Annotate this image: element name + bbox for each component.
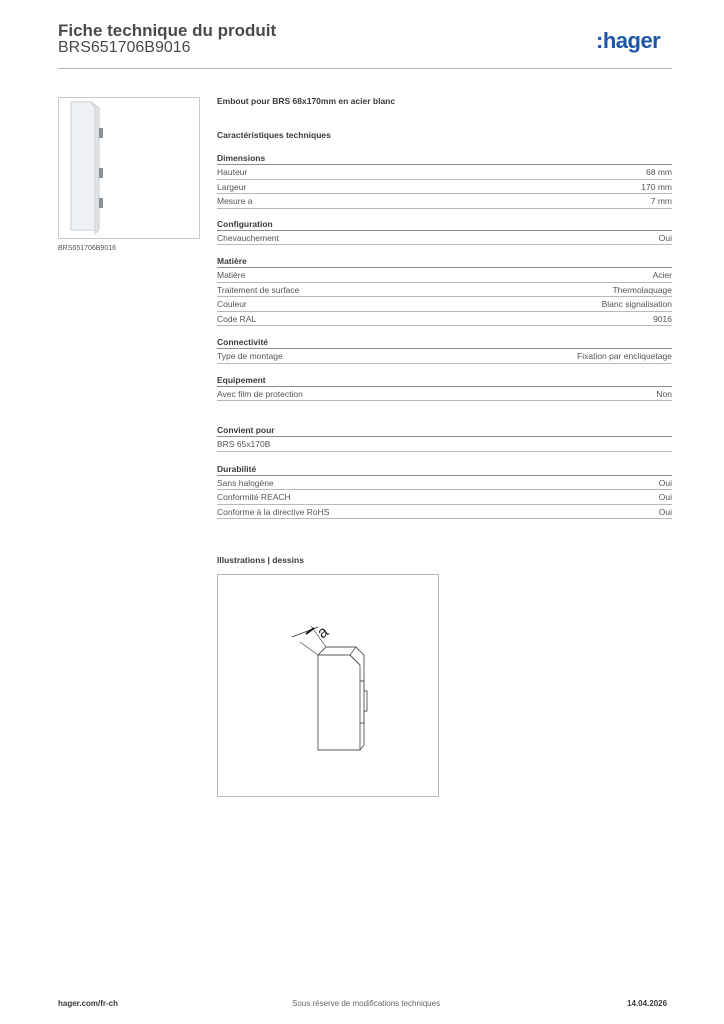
spec-row	[217, 490, 672, 505]
end-cap-image	[59, 98, 199, 238]
header-divider	[58, 68, 672, 69]
spec-value: Blanc signalisation	[601, 299, 672, 309]
spec-value: 170 mm	[641, 181, 672, 192]
dimension-label: a	[314, 623, 332, 643]
section-title: Durabilité	[217, 463, 672, 476]
spec-value: 7 mm	[650, 196, 672, 206]
section-title: Dimensions	[217, 152, 672, 165]
product-reference: BRS651706B9016	[58, 39, 191, 56]
section-dimensions	[217, 152, 672, 209]
spec-label: Couleur	[217, 299, 247, 309]
hager-logo: :hager	[596, 28, 661, 53]
spec-label: Hauteur	[217, 167, 248, 177]
spec-row	[217, 268, 672, 283]
spec-label: Matière	[217, 270, 246, 280]
document-title: Fiche technique du produit	[58, 21, 277, 40]
section-title: Matière	[217, 255, 672, 268]
spec-row	[217, 180, 672, 195]
spec-row	[217, 476, 672, 491]
spec-label: Traitement de surface	[217, 284, 300, 295]
section-title: Configuration	[217, 218, 672, 231]
logo-text: hager	[602, 28, 661, 53]
spec-value: Oui	[658, 506, 672, 517]
section-material	[217, 255, 672, 326]
spec-label: Conforme à la directive RoHS	[217, 506, 330, 517]
spec-row	[217, 165, 672, 180]
spec-row	[217, 297, 672, 312]
spec-value: Thermolaquage	[612, 284, 672, 295]
spec-value: 68 mm	[646, 167, 672, 177]
spec-label: Sans halogène	[217, 477, 274, 488]
spec-label: Conformité REACH	[217, 492, 291, 502]
spec-value: Oui	[658, 477, 672, 488]
dimension-drawing	[218, 575, 438, 796]
spec-row	[217, 505, 672, 520]
spec-label: Code RAL	[217, 313, 257, 324]
spec-row	[217, 312, 672, 327]
product-thumbnail	[58, 97, 200, 239]
spec-row	[217, 349, 672, 364]
spec-value: Non	[656, 388, 672, 399]
spec-label: Largeur	[217, 181, 247, 192]
spec-label: Type de montage	[217, 351, 283, 361]
section-compatible	[217, 424, 672, 452]
spec-value: Oui	[658, 492, 672, 502]
section-durability	[217, 463, 672, 520]
illustrations-heading: Illustrations | dessins	[217, 555, 304, 565]
spec-row	[217, 387, 672, 402]
spec-label: BRS 65x170B	[217, 439, 271, 449]
spec-label: Avec film de protection	[217, 388, 303, 399]
illustration-frame	[217, 574, 439, 797]
spec-row	[217, 231, 672, 246]
section-connectivity	[217, 336, 672, 364]
section-equipment	[217, 374, 672, 402]
footer-website-link[interactable]: hager.com/fr-ch	[58, 999, 119, 1008]
spec-label: Mesure a	[217, 196, 253, 206]
thumbnail-caption: BRS651706B9016	[58, 245, 116, 252]
spec-value: Acier	[652, 270, 672, 280]
product-name: Embout pour BRS 68x170mm en acier blanc	[217, 96, 396, 106]
section-title: Connectivité	[217, 336, 672, 349]
spec-label: Chevauchement	[217, 232, 279, 243]
footer-date: 14.04.2026	[627, 999, 668, 1008]
spec-row	[217, 194, 672, 209]
spec-sheet	[217, 96, 672, 519]
spec-row	[217, 283, 672, 298]
spec-heading: Caractéristiques techniques	[217, 130, 331, 140]
section-configuration	[217, 218, 672, 246]
section-title: Equipement	[217, 374, 672, 387]
footer-disclaimer: Sous réserve de modifications techniques	[292, 999, 441, 1008]
spec-value: Oui	[658, 232, 672, 243]
spec-row	[217, 437, 672, 452]
spec-value: Fixation par encliquetage	[577, 351, 672, 361]
section-title: Convient pour	[217, 424, 672, 437]
spec-value: 9016	[653, 313, 672, 324]
